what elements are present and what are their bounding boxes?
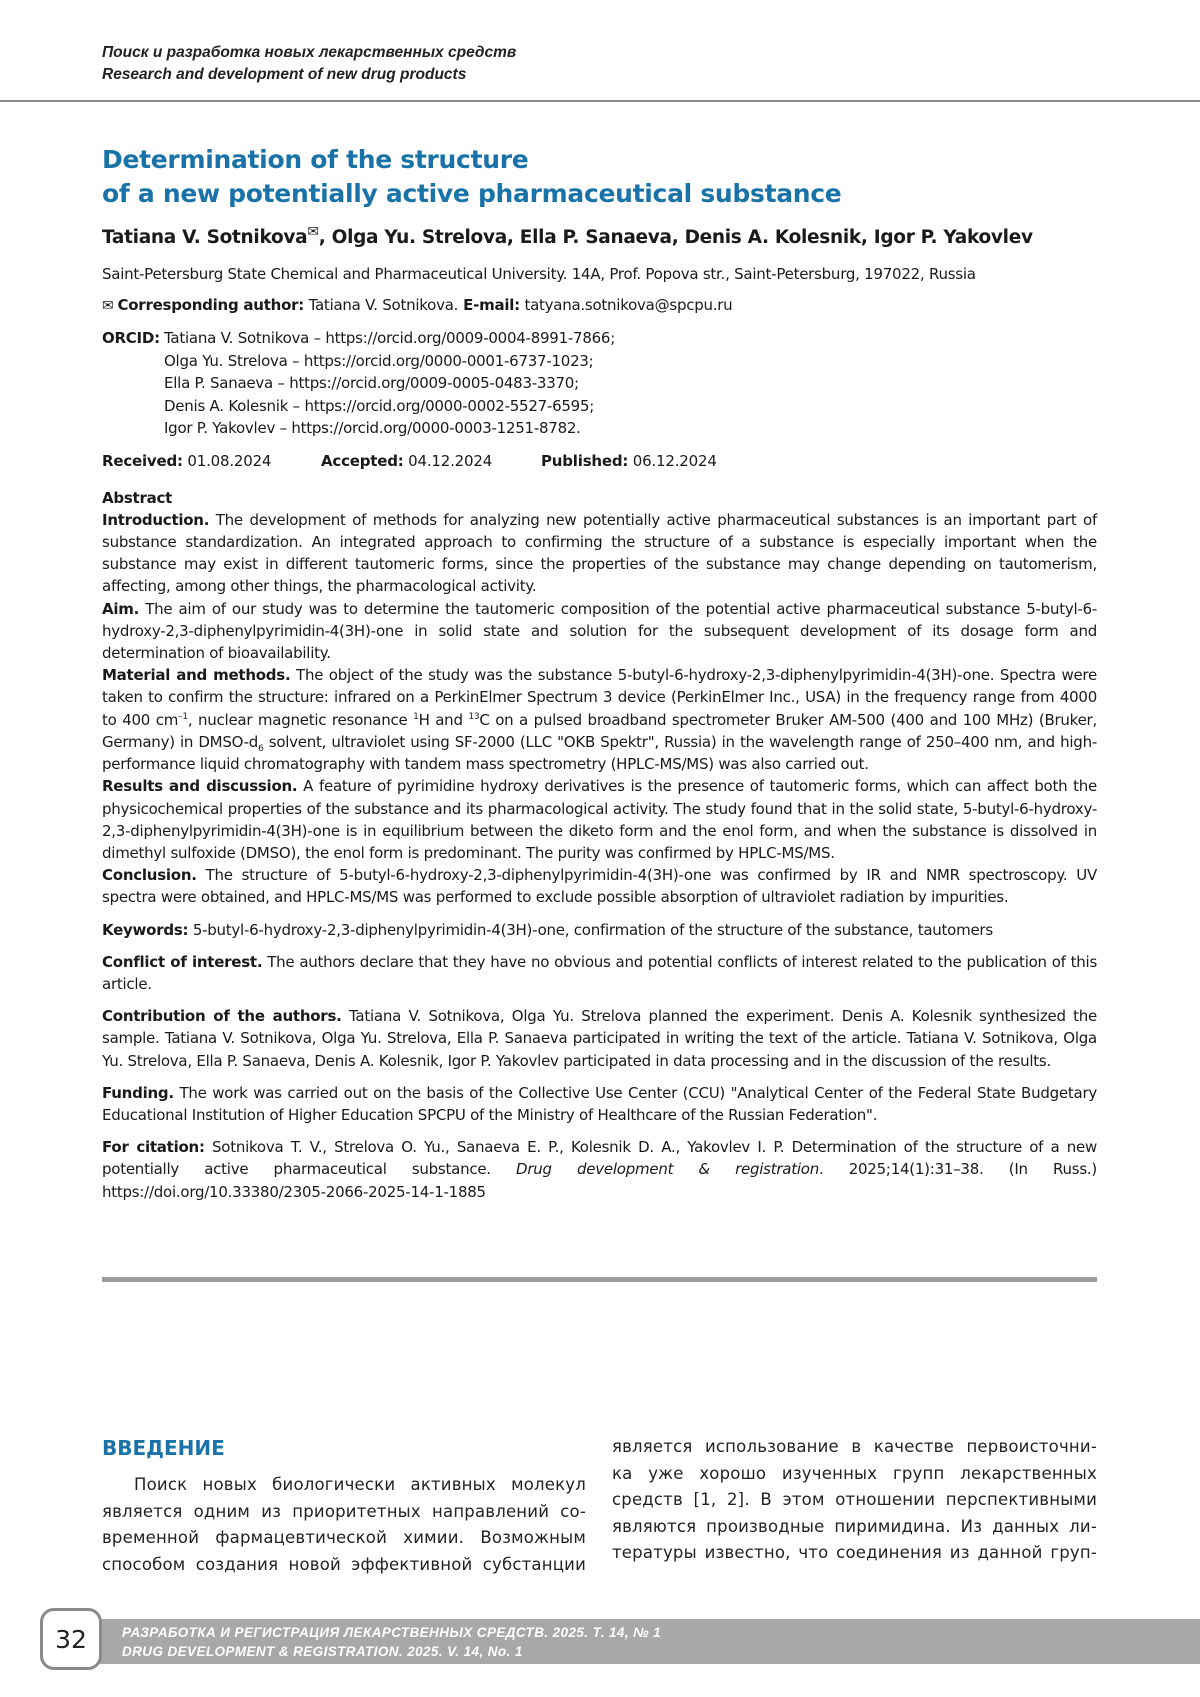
keywords [102,919,1097,941]
text-line: способом создания новой эффективной субстанции [102,1554,586,1574]
email-address[interactable]: tatyana.sotnikova@spcpu.ru [519,296,733,315]
text-line: являются производные пиримидина. Из данных ли- [612,1516,1097,1536]
text-line: временной фармацевтической химии. Возможным [102,1528,586,1547]
journal-footer [122,1623,661,1661]
keywords-text: 5-butyl-6-hydroxy-2,3-diphenylpyrimidin-4(3H)-one, confirmation of the structure of the substance, tautomers [188,920,993,939]
aim-label: Aim. [102,599,140,618]
text-line: ка уже хорошо изученных групп лекарственных [612,1463,1097,1483]
abstract [102,487,1097,909]
received-date [102,450,321,472]
subscript: 6 [258,743,264,754]
superscript: 1 [413,711,419,722]
orcid-entry[interactable]: Olga Yu. Strelova – https://orcid.org/0000-0001-6737-1023; [164,351,594,370]
citation-text: Sotnikova T. V., Strelova O. Yu., Sanaeva E. P., Kolesnik D. A., Yakovlev I. P. Determination of the structure of a new potentially active pharmaceutical substance. [102,1138,1097,1179]
orcid-list [102,327,1097,440]
author-others: , Olga Yu. Strelova, Ella P. Sanaeva, Denis A. Kolesnik, Igor P. Yakovlev [318,227,1033,249]
superscript: 13 [468,711,480,722]
body-paragraph [612,1434,1097,1567]
article-title-line-1: Determination of the structure [102,145,529,174]
affiliation: Saint-Petersburg State Chemical and Pharmaceutical University. 14A, Prof. Popova str., Saint-Petersburg, 197022, Russia [102,265,976,284]
text-line: является использование в качестве первоисточни- [612,1437,1097,1456]
text-line: Поиск новых биологически активных молекул [134,1475,586,1494]
results-text: A feature of pyrimidine hydroxy derivatives is the presence of tautomeric forms, which can affect both the physicochemical properties of the substance and its pharmacological activity. The study found that in the solid state, 5-butyl-6-hydroxy-2,3-diphenylpyrimidin-4(3H)-one is in equilibrium between the diketo form and the enol form, and when the substance is dissolved in dimethyl sulfoxide (DMSO), the enol form is predominant. The purity was confirmed by HPLC-MS/MS. [102,777,1097,862]
email-label: E-mail: [458,296,520,315]
text-line: является одним из приоритетных направлений со- [102,1501,586,1521]
funding-text: The work was carried out on the basis of the Collective Use Center (CCU) "Analytical Center of the Federal State Budgetary Educational Institution of Higher Education SPCPU of the Ministry of Healthcare of the Russian Federation". [102,1083,1097,1124]
body-column-left [102,1434,586,1578]
abstract-aim [102,598,1097,665]
header-divider [0,100,1200,102]
section-heading: ВВЕДЕНИЕ [102,1436,225,1460]
methods-text: , nuclear magnetic resonance [187,710,414,729]
body-paragraph [102,1472,586,1578]
abstract-results [102,775,1097,864]
contribution-label: Contribution of the authors. [102,1007,342,1026]
orcid-entry[interactable]: Tatiana V. Sotnikova – https://orcid.org/0009-0004-8991-7866; [164,329,616,348]
corr-name: Tatiana V. Sotnikova. [304,296,459,315]
contribution-text: Tatiana V. Sotnikova, Olga Yu. Strelova planned the experiment. Denis A. Kolesnik synthesized the sample. Tatiana V. Sotnikova, Olga Yu. Strelova, Ella P. Sanaeva participated in writing the text of the article. Tatiana V. Sotnikova, Olga Yu. Strelova, Ella P. Sanaeva, Denis A. Kolesnik, Igor P. Yakovlev participated in data processing and in the discussion of the results. [102,1007,1097,1070]
corr-label: Corresponding author: [117,296,305,315]
conclusion-text: The structure of 5-butyl-6-hydroxy-2,3-diphenylpyrimidin-4(3H)-one was confirmed by IR and NMR spectroscopy. UV spectra were obtained, and HPLC-MS/MS was performed to exclude possible absorption of ultraviolet radiation by impurities. [102,866,1097,907]
corresponding-author [102,294,1097,317]
methods-text: The object of the study was the substance 5-butyl-6-hydroxy-2,3-diphenylpyrimidin-4(3H)-one. Spectra were taken to confirm the structure: infrared on a PerkinElmer Spectrum 3 device (PerkinElmer Inc., USA) in the frequency range from 4000 to 400 cm [102,666,1098,729]
author-corresponding: Tatiana V. Sotnikova [102,227,308,249]
publication-dates [102,450,1097,472]
citation-journal: Drug development & registration [516,1160,819,1179]
abstract-conclusion [102,864,1097,908]
footer-line-en: DRUG DEVELOPMENT & REGISTRATION. 2025. V. 14, No. 1 [122,1644,523,1659]
running-header-en: Research and development of new drug products [102,66,467,83]
accepted-date [321,450,541,472]
text-line: тературы известно, что соединения из данной груп- [612,1543,1097,1562]
article-title [102,143,1097,211]
abstract-heading: Abstract [102,488,173,507]
methods-label: Material and methods. [102,666,291,685]
citation [102,1136,1097,1203]
conclusion-label: Conclusion. [102,866,197,885]
superscript: –1 [178,711,188,722]
running-header [102,42,1102,86]
received-label: Received: [102,451,183,470]
results-label: Results and discussion. [102,777,298,796]
methods-text: C on a pulsed broadband spectrometer Bruker AM-500 (400 and 100 MHz) (Bruker, Germany) in DMSO-d [102,710,1097,751]
text-line: средств [1, 2]. В этом отношении перспективными [612,1490,1097,1509]
author-contribution [102,1005,1097,1072]
aim-text: The aim of our study was to determine the tautomeric composition of the potential active pharmaceutical substance 5-butyl-6-hydroxy-2,3-diphenylpyrimidin-4(3H)-one in solid state and solution for the subsequent development of its dosage form and determination of bioavailability. [102,599,1097,663]
published-date [541,450,717,472]
body-column-right [612,1434,1097,1567]
article-title-line-2: of a new potentially active pharmaceutical substance [102,179,842,208]
article-front-matter [102,143,1097,1203]
citation-doi[interactable]: . 2025;14(1):31–38. (In Russ.) https://doi.org/10.33380/2305-2066-2025-14-1-1885 [102,1160,1098,1201]
envelope-icon: ✉ [307,224,319,240]
methods-text: H and [418,710,469,729]
abstract-methods [102,664,1097,775]
section-divider [102,1277,1097,1282]
envelope-icon: ✉ [102,298,114,315]
intro-text: The development of methods for analyzing new potentially active pharmaceutical substances is an important part of substance standardization. An integrated approach to confirming the structure of a substance is especially important when the substance may exist in different tautomeric forms, since the properties of the substance may change depending on tautomerism, affecting, among other things, the pharmacological activity. [102,510,1097,596]
page-number: 32 [40,1608,102,1670]
orcid-entry[interactable]: Ella P. Sanaeva – https://orcid.org/0009-0005-0483-3370; [164,374,579,393]
accepted-value: 04.12.2024 [403,451,493,470]
footer-line-ru: РАЗРАБОТКА И РЕГИСТРАЦИЯ ЛЕКАРСТВЕННЫХ СРЕДСТВ. 2025. Т. 14, № 1 [122,1625,662,1640]
conflict-of-interest [102,951,1097,995]
running-header-ru: Поиск и разработка новых лекарственных средств [102,44,517,61]
received-value: 01.08.2024 [182,451,272,470]
accepted-label: Accepted: [321,451,404,470]
keywords-label: Keywords: [102,920,189,939]
conflict-label: Conflict of interest. [102,952,263,971]
conflict-text: The authors declare that they have no obvious and potential conflicts of interest related to the publication of this article. [102,952,1098,993]
citation-label: For citation: [102,1138,205,1157]
published-value: 06.12.2024 [628,451,717,470]
published-label: Published: [541,451,629,470]
orcid-entry[interactable]: Denis A. Kolesnik – https://orcid.org/0000-0002-5527-6595; [164,396,595,415]
author-list [102,219,1097,251]
orcid-label: ORCID: [102,329,160,348]
methods-text: solvent, ultraviolet using SF-2000 (LLC "OKB Spektr", Russia) in the wavelength range of 250–400 nm, and high-performance liquid chromatography with tandem mass spectrometry (HPLC-MS/MS) was also carried out. [102,732,1097,774]
intro-label: Introduction. [102,510,210,529]
abstract-introduction [102,509,1097,598]
funding [102,1082,1097,1126]
funding-label: Funding. [102,1083,174,1102]
orcid-entry[interactable]: Igor P. Yakovlev – https://orcid.org/0000-0003-1251-8782. [164,419,581,438]
